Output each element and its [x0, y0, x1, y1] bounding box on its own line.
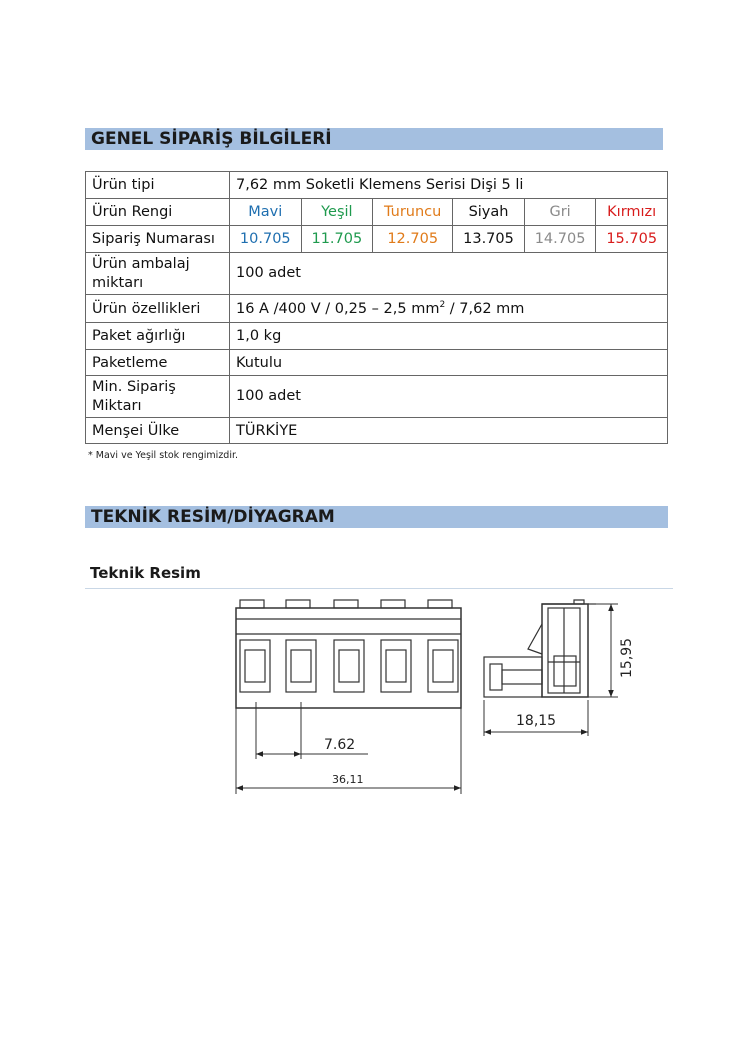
front-view — [236, 600, 461, 708]
table-row — [86, 172, 668, 199]
features-label: Ürün özellikleri — [86, 295, 230, 323]
color-name-cell: Gri — [524, 199, 596, 226]
order-no-cell: 13.705 — [453, 226, 525, 253]
color-name-cell: Yeşil — [301, 199, 373, 226]
features-sup: 2 — [439, 299, 446, 310]
color-name-cell: Turuncu — [373, 199, 453, 226]
min-order-label: Min. Sipariş Miktarı — [86, 376, 230, 418]
technical-drawing — [228, 594, 648, 794]
color-name-cell: Mavi — [230, 199, 302, 226]
order-no-cell: 12.705 — [373, 226, 453, 253]
table-row — [86, 253, 668, 295]
table-row — [86, 350, 668, 376]
table-row — [86, 199, 668, 226]
table-row — [86, 295, 668, 323]
packing-label: Paketleme — [86, 350, 230, 376]
package-weight-label: Paket ağırlığı — [86, 323, 230, 350]
product-type-label: Ürün tipi — [86, 172, 230, 199]
colors-label: Ürün Rengi — [86, 199, 230, 226]
height-dimension: 15,95 — [619, 637, 635, 678]
side-depth-dimension: 18,15 — [516, 713, 557, 729]
technical-drawing-header: TEKNİK RESİM/DİYAGRAM — [85, 506, 668, 528]
package-weight-value: 1,0 kg — [230, 323, 668, 350]
packaging-qty-value: 100 adet — [230, 253, 668, 295]
side-view — [484, 600, 596, 697]
order-info-table — [85, 171, 668, 444]
technical-drawing-subtitle: Teknik Resim — [90, 564, 201, 582]
table-row — [86, 323, 668, 350]
order-no-cell: 15.705 — [596, 226, 668, 253]
min-order-value: 100 adet — [230, 376, 668, 418]
features-suffix: / 7,62 mm — [445, 300, 525, 317]
features-value — [230, 295, 668, 323]
color-name-cell: Kırmızı — [596, 199, 668, 226]
color-name-cell: Siyah — [453, 199, 525, 226]
packing-value: Kutulu — [230, 350, 668, 376]
packaging-qty-label: Ürün ambalaj miktarı — [86, 253, 230, 295]
table-row — [86, 418, 668, 444]
product-type-value: 7,62 mm Soketli Klemens Serisi Dişi 5 li — [230, 172, 668, 199]
origin-label: Menşei Ülke — [86, 418, 230, 444]
terminal-slots — [240, 640, 458, 692]
order-no-cell: 14.705 — [524, 226, 596, 253]
total-width-dimension: 36,11 — [332, 773, 364, 786]
table-row — [86, 226, 668, 253]
stock-footnote: * Mavi ve Yeşil stok rengimizdir. — [88, 450, 239, 461]
table-row — [86, 376, 668, 418]
subtitle-divider — [85, 588, 673, 589]
order-no-cell: 11.705 — [301, 226, 373, 253]
order-no-label: Sipariş Numarası — [86, 226, 230, 253]
order-no-cell: 10.705 — [230, 226, 302, 253]
pitch-dimension: 7.62 — [324, 737, 356, 753]
origin-value: TÜRKİYE — [230, 418, 668, 444]
order-info-header: GENEL SİPARİŞ BİLGİLERİ — [85, 128, 663, 150]
features-prefix: 16 A /400 V / 0,25 – 2,5 mm — [236, 300, 440, 317]
